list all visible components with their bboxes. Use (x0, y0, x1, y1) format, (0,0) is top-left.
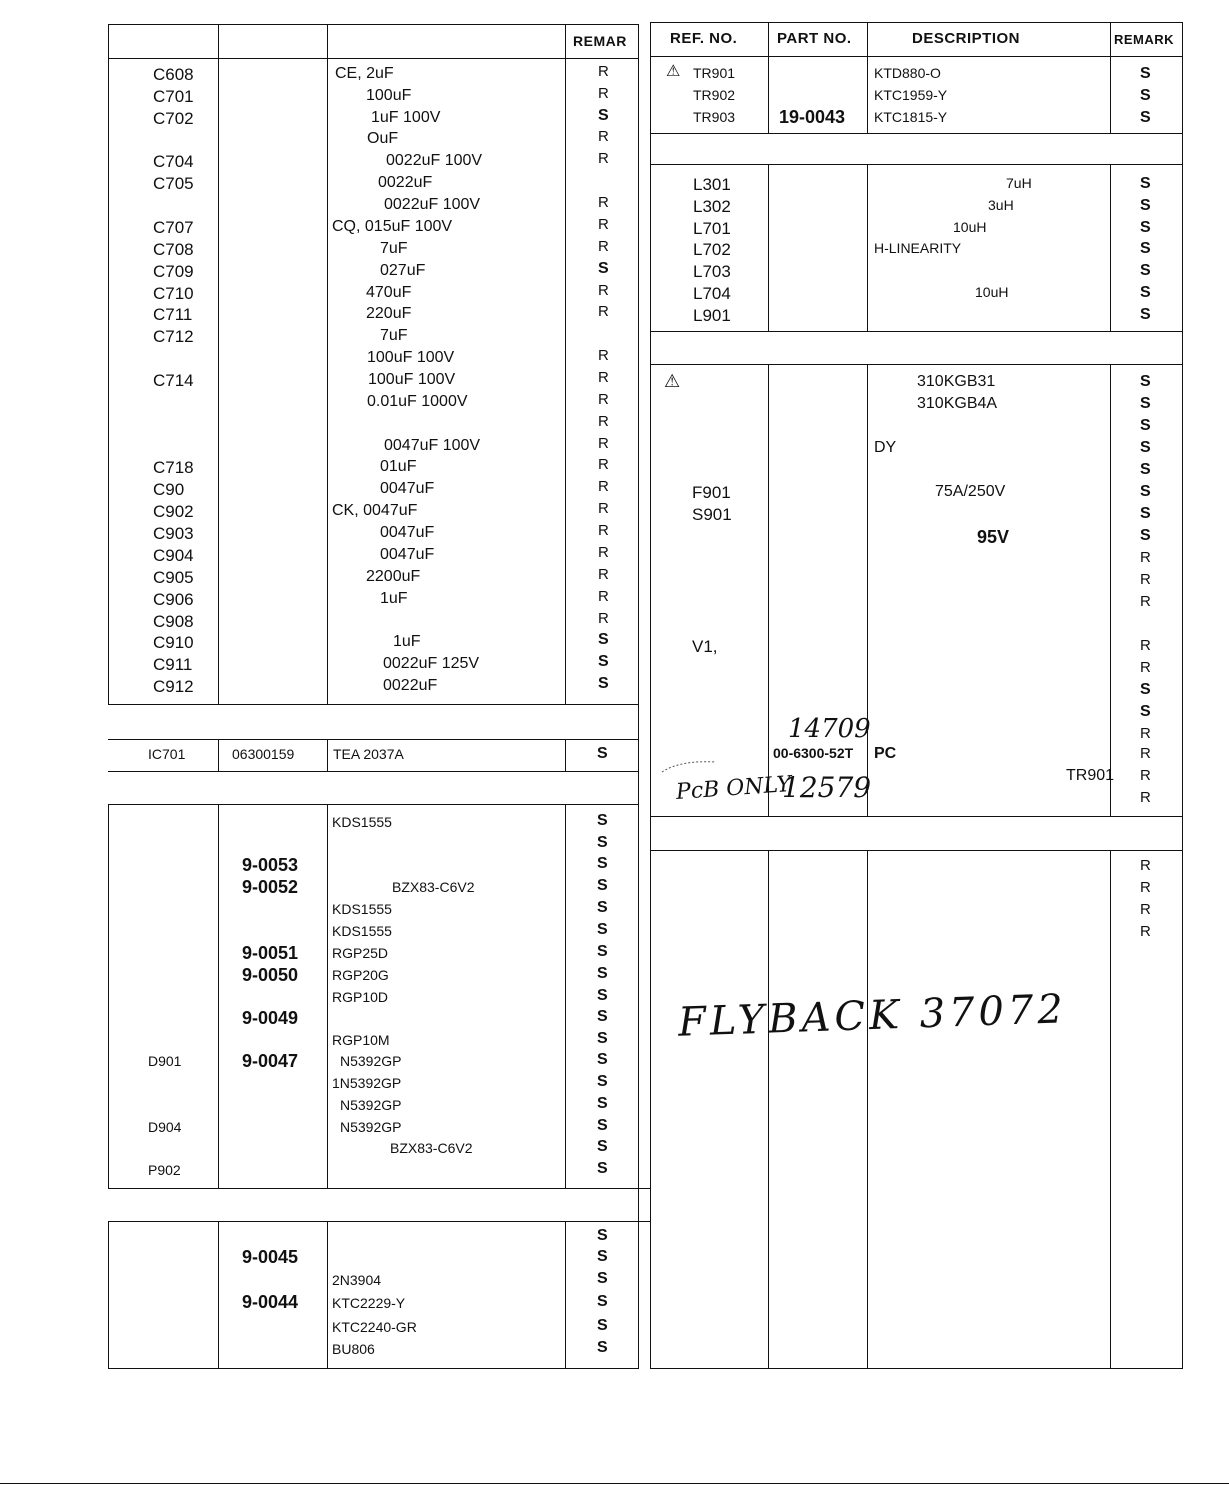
cap-remark: R (598, 435, 609, 452)
cap-ref: C912 (153, 677, 194, 696)
cap-desc: 0047uF (380, 546, 435, 563)
diode-remark: S (597, 1095, 608, 1112)
tr-part: 19-0043 (779, 107, 846, 127)
cap-remark: S (598, 107, 609, 124)
cap-desc: 7uF (380, 240, 408, 257)
diode-part: 9-0049 (242, 1008, 299, 1028)
diode-part: 9-0050 (242, 965, 299, 985)
bottom-remark: R (1140, 857, 1151, 874)
misc-remark: S (1140, 527, 1151, 544)
cap-ref: C608 (153, 65, 194, 84)
tr-remark: S (597, 1248, 608, 1265)
coil-desc: 3uH (988, 197, 1014, 213)
tr-remark: S (597, 1293, 608, 1310)
coil-ref: L901 (693, 306, 731, 325)
diode-remark: S (597, 1160, 608, 1177)
coil-remark: S (1140, 284, 1151, 301)
cap-desc: OuF (367, 130, 399, 147)
diode-remark: S (597, 965, 608, 982)
misc-desc: DY (874, 439, 897, 456)
cap-desc: 100uF 100V (368, 371, 456, 388)
ic-ref: IC701 (148, 746, 186, 762)
diode-desc: 1N5392GP (332, 1075, 402, 1091)
cap-remark: R (598, 238, 609, 255)
tr-ref: TR903 (693, 109, 736, 125)
left-header-remark: REMAR (573, 33, 627, 49)
tr-remark: S (597, 1270, 608, 1287)
diode-remark: S (597, 1117, 608, 1134)
cap-desc: 1uF (393, 633, 421, 650)
tr-desc: BU806 (332, 1341, 375, 1357)
cap-desc: 0047uF 100V (384, 437, 481, 454)
diode-desc: KDS1555 (332, 923, 392, 939)
tr-desc: KTC1959-Y (874, 87, 948, 103)
bottom-remark: R (1140, 923, 1151, 940)
tr-desc: KTC2229-Y (332, 1295, 406, 1311)
coil-remark: S (1140, 262, 1151, 279)
coil-desc: 10uH (975, 284, 1009, 300)
header-remark: REMARK (1114, 32, 1175, 47)
diode-desc: N5392GP (340, 1119, 402, 1135)
cap-remark: R (598, 150, 609, 167)
misc-ref: V1, (692, 637, 718, 656)
header-ref-no: REF. NO. (670, 30, 738, 47)
diode-desc: RGP10M (332, 1032, 390, 1048)
cap-remark: R (598, 478, 609, 495)
cap-ref: C902 (153, 502, 194, 521)
misc-remark: R (1140, 789, 1151, 806)
cap-remark: R (598, 566, 609, 583)
cap-desc: 0022uF 100V (384, 196, 481, 213)
misc-remark: R (1140, 725, 1151, 742)
diode-desc: N5392GP (340, 1053, 402, 1069)
cap-ref: C90 (153, 480, 185, 499)
diode-desc: KDS1555 (332, 814, 392, 830)
cap-ref: C905 (153, 568, 194, 587)
cap-ref: C903 (153, 524, 194, 543)
tr-desc: KTD880-O (874, 65, 941, 81)
cap-remark: R (598, 544, 609, 561)
cap-desc: 2200uF (366, 568, 421, 585)
diode-part: 9-0047 (242, 1051, 299, 1071)
cap-ref: C708 (153, 240, 194, 259)
ic-part: 06300159 (232, 746, 295, 762)
misc-remark: S (1140, 703, 1151, 720)
cap-desc: 01uF (380, 458, 417, 475)
cap-remark: R (598, 128, 609, 145)
page-bottom-rule (0, 1483, 1229, 1484)
tr-desc: KTC1815-Y (874, 109, 948, 125)
tr-remark: S (597, 1227, 608, 1244)
diode-remark: S (597, 987, 608, 1004)
cap-desc: 7uF (380, 327, 408, 344)
misc-remark: S (1140, 439, 1151, 456)
cap-desc: 0047uF (380, 480, 435, 497)
cap-remark: R (598, 282, 609, 299)
misc-remark: R (1140, 637, 1151, 654)
misc-ref: F901 (692, 483, 731, 502)
misc-desc: 75A/250V (935, 483, 1006, 500)
misc-remark: R (1140, 571, 1151, 588)
ic-remark: S (597, 745, 608, 762)
tr-desc: 2N3904 (332, 1272, 382, 1288)
diode-remark: S (597, 1051, 608, 1068)
cap-remark: R (598, 194, 609, 211)
tr-ref: TR901 (693, 65, 736, 81)
cap-ref: C714 (153, 371, 194, 390)
cap-remark: S (598, 631, 609, 648)
handwritten-number-14709: 14709 (788, 714, 871, 744)
tr-part: 9-0044 (242, 1292, 299, 1312)
cap-desc: 220uF (366, 305, 412, 322)
misc-remark: S (1140, 395, 1151, 412)
header-description: DESCRIPTION (912, 30, 1021, 47)
misc-remark: S (1140, 505, 1151, 522)
coil-ref: L301 (693, 175, 731, 194)
cap-remark: R (598, 610, 609, 627)
cap-ref: C701 (153, 87, 194, 106)
cap-remark: S (598, 675, 609, 692)
warning-triangle-icon: ⚠ (666, 63, 681, 80)
misc-remark: R (1140, 745, 1151, 762)
coil-desc: H-LINEARITY (874, 240, 962, 256)
diode-ref: P902 (148, 1162, 181, 1178)
diode-desc: KDS1555 (332, 901, 392, 917)
diode-desc: RGP10D (332, 989, 389, 1005)
cap-desc: 0022uF (378, 174, 433, 191)
misc-part: 00-6300-52T (773, 745, 854, 761)
cap-remark: R (598, 522, 609, 539)
cap-remark: R (598, 413, 609, 430)
warning-triangle-icon: ⚠ (664, 371, 681, 391)
cap-remark: R (598, 391, 609, 408)
cap-ref: C904 (153, 546, 194, 565)
cap-remark: R (598, 303, 609, 320)
cap-desc: 0047uF (380, 524, 435, 541)
bottom-remark: R (1140, 879, 1151, 896)
coil-ref: L701 (693, 219, 731, 238)
handwritten-pcb-only: PcB ONLY (675, 772, 792, 805)
misc-remark: R (1140, 659, 1151, 676)
cap-desc: 027uF (380, 262, 426, 279)
misc-remark: S (1140, 373, 1151, 390)
handwritten-number-12579: 12579 (782, 771, 872, 804)
diode-remark: S (597, 921, 608, 938)
cap-remark: S (598, 653, 609, 670)
tr-remark: S (1140, 65, 1151, 82)
diode-remark: S (597, 812, 608, 829)
cap-desc: 0022uF 125V (383, 655, 480, 672)
misc-remark: R (1140, 767, 1151, 784)
cap-remark: R (598, 456, 609, 473)
cap-desc: 0022uF (383, 677, 438, 694)
coil-remark: S (1140, 219, 1151, 236)
coil-remark: S (1140, 175, 1151, 192)
tr-part: 9-0045 (242, 1247, 299, 1267)
cap-desc: 1uF (380, 590, 408, 607)
cap-ref: C710 (153, 284, 194, 303)
cap-ref: C911 (153, 655, 193, 674)
diode-remark: S (597, 899, 608, 916)
cap-desc: 0.01uF 1000V (367, 393, 468, 410)
cap-desc: 470uF (366, 284, 412, 301)
diode-part: 9-0052 (242, 877, 299, 897)
misc-ref: S901 (692, 505, 732, 524)
coil-ref: L702 (693, 240, 731, 259)
misc-remark: S (1140, 461, 1151, 478)
misc-remark: S (1140, 681, 1151, 698)
diode-desc: BZX83-C6V2 (392, 879, 475, 895)
cap-ref: C910 (153, 633, 194, 652)
misc-desc: PC (874, 745, 897, 762)
ic-desc: TEA 2037A (333, 746, 404, 762)
cap-ref: C704 (153, 152, 194, 171)
misc-remark: R (1140, 593, 1151, 610)
cap-desc: 1uF 100V (371, 109, 441, 126)
diode-part: 9-0051 (242, 943, 299, 963)
diode-remark: S (597, 1030, 608, 1047)
misc-remark: S (1140, 417, 1151, 434)
diode-remark: S (597, 943, 608, 960)
cap-desc: CK, 0047uF (332, 502, 418, 519)
cap-remark: R (598, 347, 609, 364)
cap-desc: 100uF (366, 87, 412, 104)
tr-desc: KTC2240-GR (332, 1319, 417, 1335)
cap-remark: R (598, 216, 609, 233)
diode-desc: RGP20G (332, 967, 389, 983)
misc-remark: S (1140, 483, 1151, 500)
diode-desc: N5392GP (340, 1097, 402, 1113)
diode-remark: S (597, 877, 608, 894)
cap-remark: R (598, 369, 609, 386)
misc-remark: R (1140, 549, 1151, 566)
coil-ref: L703 (693, 262, 731, 281)
handwritten-arc-mark (660, 756, 720, 776)
cap-ref: C705 (153, 174, 194, 193)
coil-remark: S (1140, 197, 1151, 214)
coil-desc: 10uH (953, 219, 987, 235)
diode-ref: D904 (148, 1119, 182, 1135)
coil-remark: S (1140, 306, 1151, 323)
cap-ref: C906 (153, 590, 194, 609)
diode-remark: S (597, 855, 608, 872)
cap-ref: C718 (153, 458, 194, 477)
diode-remark: S (597, 1138, 608, 1155)
cap-ref: C707 (153, 218, 194, 237)
misc-desc: 95V (977, 527, 1010, 547)
misc-desc: TR901 (1066, 767, 1115, 784)
misc-desc: 310KGB4A (917, 395, 998, 412)
cap-remark: R (598, 85, 609, 102)
diode-part: 9-0053 (242, 855, 299, 875)
coil-ref: L302 (693, 197, 731, 216)
tr-remark: S (1140, 87, 1151, 104)
cap-ref: C712 (153, 327, 194, 346)
cap-remark: R (598, 500, 609, 517)
cap-desc: CQ, 015uF 100V (332, 218, 453, 235)
coil-remark: S (1140, 240, 1151, 257)
tr-remark: S (597, 1339, 608, 1356)
tr-ref: TR902 (693, 87, 736, 103)
cap-remark: S (598, 260, 609, 277)
diode-remark: S (597, 1073, 608, 1090)
tr-remark: S (597, 1317, 608, 1334)
diode-desc: RGP25D (332, 945, 389, 961)
diode-desc: BZX83-C6V2 (390, 1140, 473, 1156)
handwritten-flyback-note: FLYBACK 37072 (677, 986, 1068, 1046)
cap-ref: C711 (153, 305, 193, 324)
cap-desc: 0022uF 100V (386, 152, 483, 169)
header-part-no: PART NO. (777, 30, 852, 47)
cap-desc: CE, 2uF (335, 65, 394, 82)
diode-ref: D901 (148, 1053, 182, 1069)
diode-remark: S (597, 834, 608, 851)
cap-remark: R (598, 63, 609, 80)
cap-desc: 100uF 100V (367, 349, 455, 366)
cap-remark: R (598, 588, 609, 605)
misc-desc: 310KGB31 (917, 373, 996, 390)
cap-ref: C908 (153, 612, 194, 631)
coil-ref: L704 (693, 284, 731, 303)
cap-ref: C702 (153, 109, 194, 128)
bottom-remark: R (1140, 901, 1151, 918)
cap-ref: C709 (153, 262, 194, 281)
diode-remark: S (597, 1008, 608, 1025)
tr-remark: S (1140, 109, 1151, 126)
coil-desc: 7uH (1006, 175, 1032, 191)
